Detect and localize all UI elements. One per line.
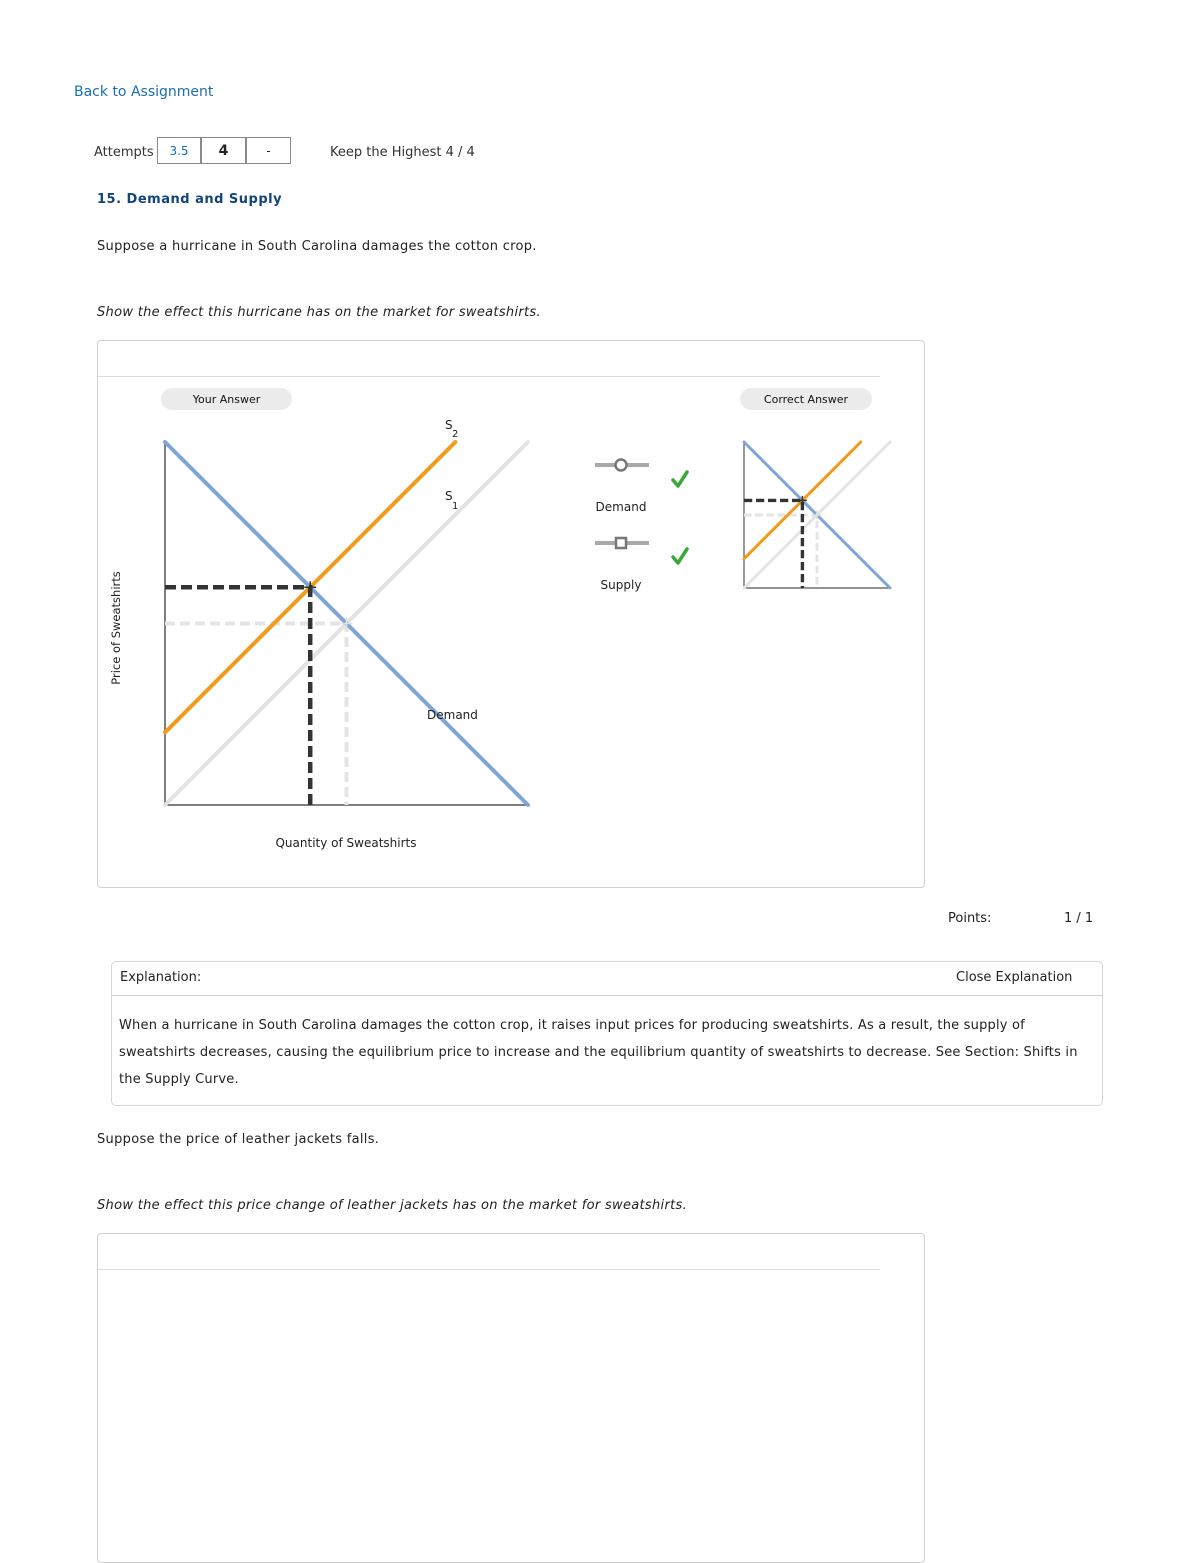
attempt-score-2[interactable]: 4 bbox=[201, 137, 246, 164]
explanation-line: sweatshirts decreases, causing the equilibrium price to increase and the equilibrium quantity of sweatshirts to decrease. See Section: Shifts in bbox=[119, 1045, 1078, 1060]
question-instruction: Show the effect this hurricane has on the market for sweatshirts. bbox=[97, 305, 541, 320]
explanation-header: Explanation: bbox=[120, 970, 202, 985]
points-label: Points: bbox=[948, 911, 992, 926]
graph-panel-2 bbox=[97, 1233, 925, 1563]
question-prompt-2: Suppose the price of leather jackets falls. bbox=[97, 1132, 380, 1147]
graph-panel-2-header-divider bbox=[98, 1269, 880, 1270]
supply-tool-handle[interactable] bbox=[616, 538, 626, 548]
demand-check-icon bbox=[673, 472, 687, 486]
attempt-score-1[interactable]: 3.5 bbox=[157, 137, 201, 164]
new-equilibrium-guide bbox=[165, 587, 310, 805]
attempt-score-3[interactable]: - bbox=[246, 137, 291, 164]
your-answer-tab[interactable]: Your Answer bbox=[161, 388, 292, 410]
question-instruction-2: Show the effect this price change of leather jackets has on the market for sweatshirts. bbox=[97, 1198, 687, 1213]
demand-curve-label: Demand bbox=[427, 708, 478, 722]
main-plot bbox=[165, 442, 528, 805]
supply-tool-label: Supply bbox=[600, 578, 642, 592]
supply-tool[interactable] bbox=[595, 538, 649, 548]
question-title: 15. Demand and Supply bbox=[97, 192, 283, 207]
attempts-label: Attempts bbox=[94, 145, 154, 160]
s1-curve-subscript: 1 bbox=[452, 501, 459, 512]
question-prompt: Suppose a hurricane in South Carolina damages the cotton crop. bbox=[97, 239, 537, 254]
demand-tool-label: Demand bbox=[595, 500, 647, 514]
s2-curve-label: S bbox=[445, 418, 453, 432]
back-to-assignment-link[interactable]: Back to Assignment bbox=[74, 84, 214, 100]
correct-answer-tab[interactable]: Correct Answer bbox=[740, 388, 872, 410]
explanation-text bbox=[119, 1012, 1089, 1093]
supply-check-icon bbox=[673, 549, 687, 563]
explanation-line: When a hurricane in South Carolina damages the cotton crop, it raises input prices for producing sweatshirts. As a result, the supply of bbox=[119, 1018, 1025, 1033]
y-axis-label: Price of Sweatshirts bbox=[109, 571, 123, 685]
keep-highest-label: Keep the Highest 4 / 4 bbox=[330, 145, 475, 160]
demand-tool-handle[interactable] bbox=[616, 460, 627, 471]
close-explanation-button[interactable]: Close Explanation bbox=[956, 970, 1073, 985]
x-axis-label: Quantity of Sweatshirts bbox=[275, 836, 417, 850]
s2-curve-subscript: 2 bbox=[452, 429, 459, 440]
s1-curve-label: S bbox=[445, 489, 453, 503]
explanation-line: the Supply Curve. bbox=[119, 1072, 239, 1087]
demand-tool[interactable] bbox=[595, 460, 649, 471]
explanation-divider bbox=[112, 995, 1102, 996]
mini-plot bbox=[744, 442, 890, 588]
points-value: 1 / 1 bbox=[1064, 911, 1094, 926]
